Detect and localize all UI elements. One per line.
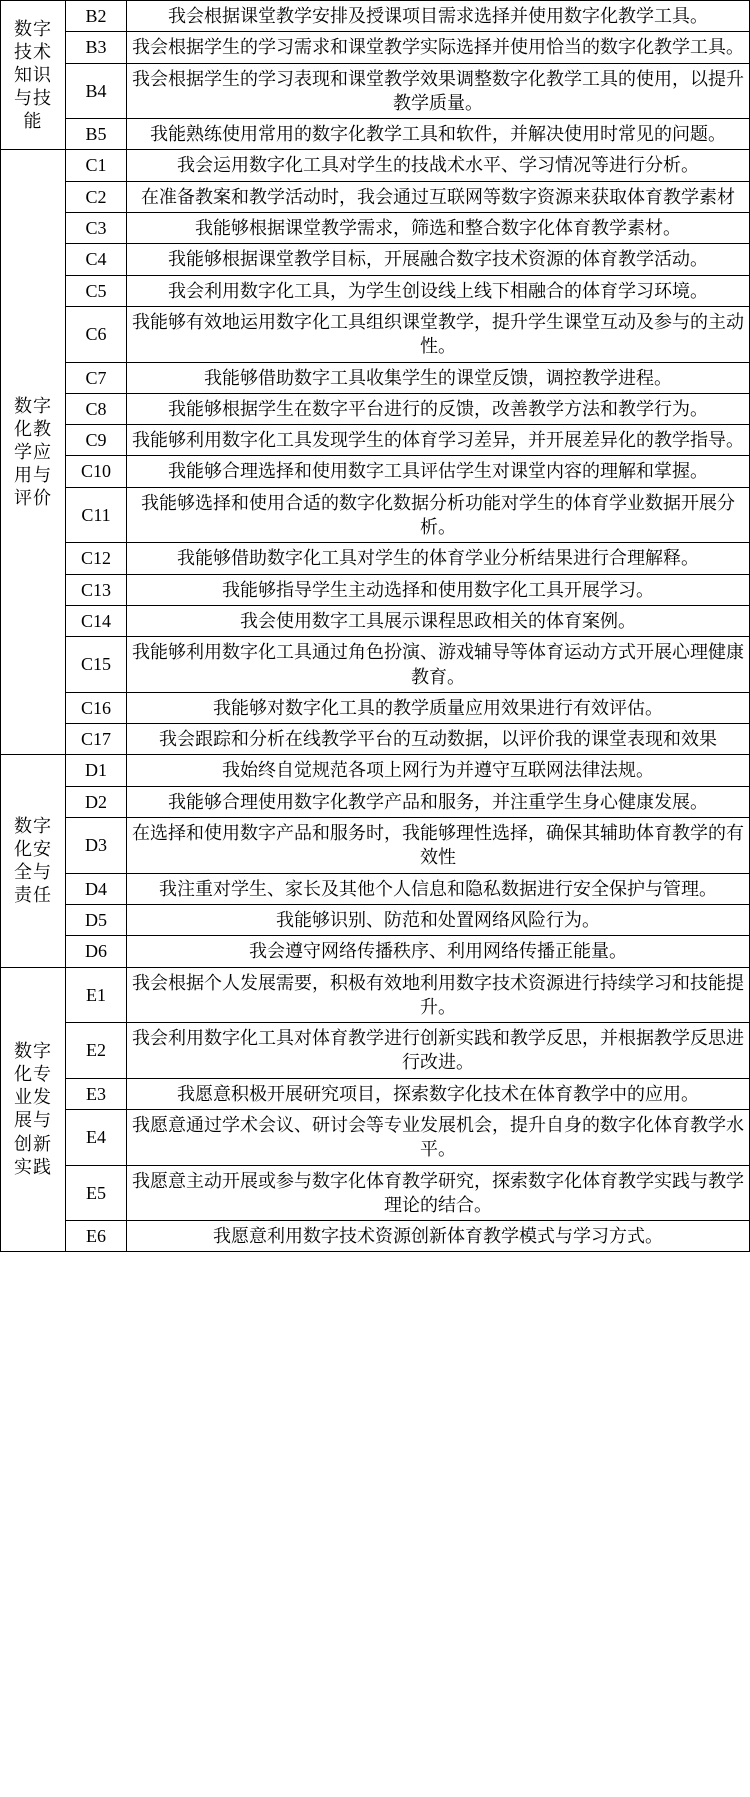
item-text-cell: 我能够根据学生在数字平台进行的反馈，改善教学方法和教学行为。 — [127, 393, 750, 424]
item-text-cell: 我能够利用数字化工具发现学生的体育学习差异，并开展差异化的教学指导。 — [127, 425, 750, 456]
dimension-name-label: 数字化教学应用与评价 — [14, 395, 52, 508]
item-text-cell: 我会跟踪和分析在线教学平台的互动数据，以评价我的课堂表现和效果 — [127, 724, 750, 755]
item-text-cell: 我能熟练使用常用的数字化教学工具和软件，并解决使用时常见的问题。 — [127, 119, 750, 150]
dimension-name-cell — [1, 150, 66, 755]
item-text-cell: 我愿意通过学术会议、研讨会等专业发展机会，提升自身的数字化体育教学水平。 — [127, 1109, 750, 1165]
item-text-cell: 我能够借助数字化工具对学生的体育学业分析结果进行合理解释。 — [127, 543, 750, 574]
item-code-cell: D2 — [66, 786, 127, 817]
item-text-cell: 我会利用数字化工具对体育教学进行创新实践和教学反思，并根据教学反思进行改进。 — [127, 1023, 750, 1079]
item-text-cell: 我会根据学生的学习表现和课堂教学效果调整数字化教学工具的使用，以提升教学质量。 — [127, 63, 750, 119]
item-text-cell: 我能够对数字化工具的教学质量应用效果进行有效评估。 — [127, 692, 750, 723]
item-code-cell: E5 — [66, 1165, 127, 1221]
item-text-cell: 我愿意积极开展研究项目，探索数字化技术在体育教学中的应用。 — [127, 1078, 750, 1109]
item-code-cell: D1 — [66, 755, 127, 786]
item-code-cell: C9 — [66, 425, 127, 456]
item-text-cell: 我能够选择和使用合适的数字化数据分析功能对学生的体育学业数据开展分析。 — [127, 487, 750, 543]
item-code-cell: B5 — [66, 119, 127, 150]
table-row — [1, 1165, 750, 1221]
item-code-cell: C15 — [66, 637, 127, 693]
item-code-cell: C1 — [66, 150, 127, 181]
item-code-cell: D3 — [66, 818, 127, 874]
table-row — [1, 755, 750, 786]
table-row — [1, 574, 750, 605]
item-code-cell: C11 — [66, 487, 127, 543]
item-text-cell: 我能够根据课堂教学目标，开展融合数字技术资源的体育教学活动。 — [127, 244, 750, 275]
table-row — [1, 244, 750, 275]
table-row — [1, 967, 750, 1023]
table-row — [1, 425, 750, 456]
table-row — [1, 213, 750, 244]
table-row — [1, 393, 750, 424]
table-row — [1, 306, 750, 362]
table-row — [1, 275, 750, 306]
item-code-cell: C14 — [66, 605, 127, 636]
item-text-cell: 我能够根据课堂教学需求，筛选和整合数字化体育教学素材。 — [127, 213, 750, 244]
item-text-cell: 我始终自觉规范各项上网行为并遵守互联网法律法规。 — [127, 755, 750, 786]
table-row — [1, 63, 750, 119]
item-text-cell: 我能够合理使用数字化教学产品和服务，并注重学生身心健康发展。 — [127, 786, 750, 817]
dimension-name-cell — [1, 967, 66, 1252]
item-code-cell: D5 — [66, 904, 127, 935]
item-code-cell: C7 — [66, 362, 127, 393]
item-code-cell: B4 — [66, 63, 127, 119]
item-code-cell: E2 — [66, 1023, 127, 1079]
item-code-cell: C17 — [66, 724, 127, 755]
table-row — [1, 362, 750, 393]
table-row — [1, 543, 750, 574]
item-text-cell: 我会根据学生的学习需求和课堂教学实际选择并使用恰当的数字化教学工具。 — [127, 32, 750, 63]
table-row — [1, 119, 750, 150]
item-code-cell: C8 — [66, 393, 127, 424]
table-row — [1, 1109, 750, 1165]
item-text-cell: 我愿意主动开展或参与数字化体育教学研究，探索数字化体育教学实践与教学理论的结合。 — [127, 1165, 750, 1221]
table-row — [1, 818, 750, 874]
item-text-cell: 我能够识别、防范和处置网络风险行为。 — [127, 904, 750, 935]
item-code-cell: E3 — [66, 1078, 127, 1109]
table-row — [1, 1, 750, 32]
item-code-cell: C4 — [66, 244, 127, 275]
item-text-cell: 我愿意利用数字技术资源创新体育教学模式与学习方式。 — [127, 1221, 750, 1252]
item-code-cell: C13 — [66, 574, 127, 605]
item-text-cell: 我会使用数字工具展示课程思政相关的体育案例。 — [127, 605, 750, 636]
item-text-cell: 我能够借助数字工具收集学生的课堂反馈，调控教学进程。 — [127, 362, 750, 393]
item-code-cell: C12 — [66, 543, 127, 574]
dimension-name-label: 数字技术知识与技能 — [14, 18, 52, 131]
table-row — [1, 32, 750, 63]
table-row — [1, 724, 750, 755]
dimension-name-label: 数字化专业发展与创新实践 — [14, 1041, 52, 1177]
item-text-cell: 我会根据个人发展需要，积极有效地利用数字技术资源进行持续学习和技能提升。 — [127, 967, 750, 1023]
item-code-cell: B3 — [66, 32, 127, 63]
item-text-cell: 我会运用数字化工具对学生的技战术水平、学习情况等进行分析。 — [127, 150, 750, 181]
table-row — [1, 150, 750, 181]
item-code-cell: D4 — [66, 873, 127, 904]
table-body — [1, 1, 750, 1252]
item-code-cell: D6 — [66, 936, 127, 967]
table-row — [1, 637, 750, 693]
item-text-cell: 在准备教案和教学活动时，我会通过互联网等数字资源来获取体育教学素材 — [127, 181, 750, 212]
item-text-cell: 我能够有效地运用数字化工具组织课堂教学，提升学生课堂互动及参与的主动性。 — [127, 306, 750, 362]
table-row — [1, 1221, 750, 1252]
table-row — [1, 936, 750, 967]
item-text-cell: 我会遵守网络传播秩序、利用网络传播正能量。 — [127, 936, 750, 967]
item-code-cell: E1 — [66, 967, 127, 1023]
table-row — [1, 873, 750, 904]
item-code-cell: E6 — [66, 1221, 127, 1252]
item-text-cell: 我注重对学生、家长及其他个人信息和隐私数据进行安全保护与管理。 — [127, 873, 750, 904]
table-row — [1, 456, 750, 487]
item-code-cell: C2 — [66, 181, 127, 212]
item-code-cell: B2 — [66, 1, 127, 32]
table-row — [1, 786, 750, 817]
dimension-name-label: 数字化安全与责任 — [14, 815, 52, 905]
item-code-cell: C3 — [66, 213, 127, 244]
table-row — [1, 1078, 750, 1109]
item-text-cell: 我能够利用数字化工具通过角色扮演、游戏辅导等体育运动方式开展心理健康教育。 — [127, 637, 750, 693]
item-code-cell: C10 — [66, 456, 127, 487]
item-text-cell: 我能够合理选择和使用数字工具评估学生对课堂内容的理解和掌握。 — [127, 456, 750, 487]
item-text-cell: 我会根据课堂教学安排及授课项目需求选择并使用数字化教学工具。 — [127, 1, 750, 32]
table-row — [1, 1023, 750, 1079]
table-row — [1, 692, 750, 723]
table-row — [1, 904, 750, 935]
dimension-name-cell — [1, 755, 66, 967]
item-code-cell: C16 — [66, 692, 127, 723]
table-row — [1, 487, 750, 543]
item-code-cell: E4 — [66, 1109, 127, 1165]
item-text-cell: 我会利用数字化工具，为学生创设线上线下相融合的体育学习环境。 — [127, 275, 750, 306]
dimension-name-cell — [1, 1, 66, 150]
item-code-cell: C5 — [66, 275, 127, 306]
item-code-cell: C6 — [66, 306, 127, 362]
table-row — [1, 605, 750, 636]
item-text-cell: 在选择和使用数字产品和服务时，我能够理性选择，确保其辅助体育教学的有效性 — [127, 818, 750, 874]
table-row — [1, 181, 750, 212]
item-text-cell: 我能够指导学生主动选择和使用数字化工具开展学习。 — [127, 574, 750, 605]
